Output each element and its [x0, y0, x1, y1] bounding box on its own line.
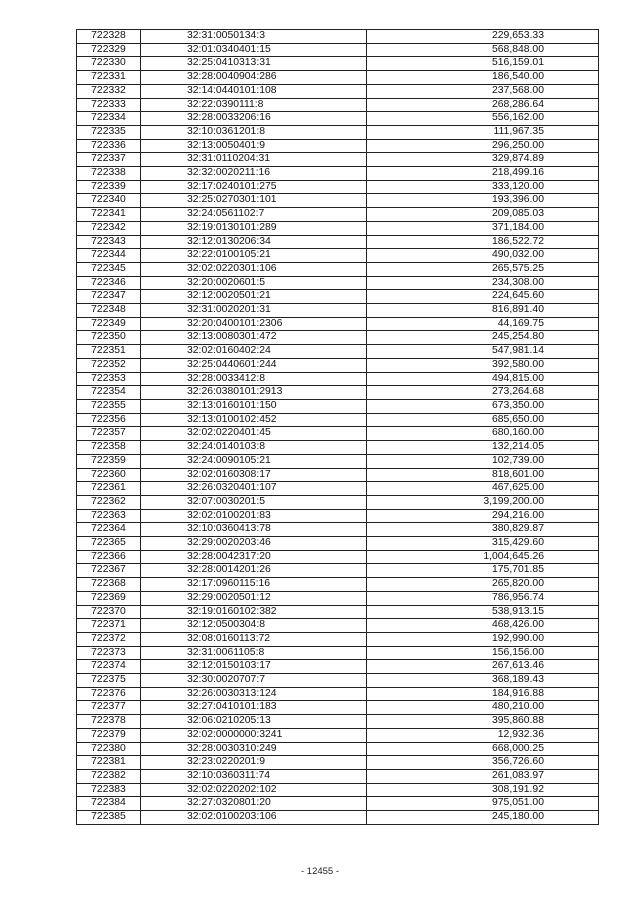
table-row [77, 591, 599, 605]
amount-cell: 308,191.92 [367, 783, 599, 797]
record-id-cell: 722331 [77, 71, 141, 85]
cadastral-number-cell: 32:12:0500304:8 [141, 619, 367, 633]
amount-cell: 245,180.00 [367, 811, 599, 825]
cadastral-number-cell: 32:02:0100201:83 [141, 509, 367, 523]
amount-cell: 494,815.00 [367, 372, 599, 386]
table-row [77, 578, 599, 592]
amount-cell: 268,286.64 [367, 98, 599, 112]
cadastral-number-cell: 32:29:0020501:12 [141, 591, 367, 605]
record-id-cell: 722355 [77, 399, 141, 413]
cadastral-number-cell: 32:31:0020201:31 [141, 304, 367, 318]
table-row [77, 783, 599, 797]
amount-cell: 538,913.15 [367, 605, 599, 619]
table-row [77, 399, 599, 413]
amount-cell: 3,199,200.00 [367, 495, 599, 509]
record-id-cell: 722352 [77, 358, 141, 372]
amount-cell: 44,169.75 [367, 317, 599, 331]
amount-cell: 516,159.01 [367, 57, 599, 71]
record-id-cell: 722338 [77, 167, 141, 181]
record-id-cell: 722361 [77, 482, 141, 496]
cadastral-number-cell: 32:13:0160101:150 [141, 399, 367, 413]
record-id-cell: 722380 [77, 742, 141, 756]
amount-cell: 111,967.35 [367, 125, 599, 139]
amount-cell: 224,645.60 [367, 290, 599, 304]
amount-cell: 380,829.87 [367, 523, 599, 537]
record-id-cell: 722328 [77, 30, 141, 44]
table-row [77, 646, 599, 660]
table-row [77, 605, 599, 619]
cadastral-number-cell: 32:28:0014201:26 [141, 564, 367, 578]
amount-cell: 480,210.00 [367, 701, 599, 715]
table-row [77, 153, 599, 167]
table-row [77, 358, 599, 372]
cadastral-number-cell: 32:31:0061105:8 [141, 646, 367, 660]
cadastral-number-cell: 32:30:0020707:7 [141, 674, 367, 688]
cadastral-number-cell: 32:22:0390111:8 [141, 98, 367, 112]
table-row [77, 71, 599, 85]
table-row [77, 756, 599, 770]
amount-cell: 490,032.00 [367, 249, 599, 263]
cadastral-number-cell: 32:10:0360413:78 [141, 523, 367, 537]
amount-cell: 315,429.60 [367, 537, 599, 551]
record-id-cell: 722376 [77, 687, 141, 701]
record-id-cell: 722367 [77, 564, 141, 578]
record-id-cell: 722379 [77, 728, 141, 742]
amount-cell: 467,625.00 [367, 482, 599, 496]
amount-cell: 356,726.60 [367, 756, 599, 770]
amount-cell: 218,499.16 [367, 167, 599, 181]
table-row [77, 742, 599, 756]
record-id-cell: 722372 [77, 632, 141, 646]
cadastral-number-cell: 32:17:0240101:275 [141, 180, 367, 194]
amount-cell: 186,540.00 [367, 71, 599, 85]
amount-cell: 468,426.00 [367, 619, 599, 633]
record-id-cell: 722336 [77, 139, 141, 153]
table-row [77, 769, 599, 783]
records-table [76, 29, 599, 825]
record-id-cell: 722330 [77, 57, 141, 71]
amount-cell: 184,916.88 [367, 687, 599, 701]
amount-cell: 329,874.89 [367, 153, 599, 167]
table-row [77, 674, 599, 688]
amount-cell: 209,085.03 [367, 208, 599, 222]
table-row [77, 304, 599, 318]
amount-cell: 296,250.00 [367, 139, 599, 153]
record-id-cell: 722368 [77, 578, 141, 592]
amount-cell: 371,184.00 [367, 221, 599, 235]
record-id-cell: 722385 [77, 811, 141, 825]
table-row [77, 468, 599, 482]
amount-cell: 186,522.72 [367, 235, 599, 249]
amount-cell: 685,650.00 [367, 413, 599, 427]
table-row [77, 728, 599, 742]
amount-cell: 568,848.00 [367, 43, 599, 57]
record-id-cell: 722347 [77, 290, 141, 304]
record-id-cell: 722364 [77, 523, 141, 537]
cadastral-number-cell: 32:28:0033206:16 [141, 112, 367, 126]
cadastral-number-cell: 32:02:0220401:45 [141, 427, 367, 441]
table-row [77, 43, 599, 57]
amount-cell: 265,820.00 [367, 578, 599, 592]
record-id-cell: 722365 [77, 537, 141, 551]
table-row [77, 194, 599, 208]
table-row [77, 441, 599, 455]
table-row [77, 797, 599, 811]
record-id-cell: 722351 [77, 345, 141, 359]
amount-cell: 1,004,645.26 [367, 550, 599, 564]
amount-cell: 245,254.80 [367, 331, 599, 345]
cadastral-number-cell: 32:19:0130101:289 [141, 221, 367, 235]
cadastral-number-cell: 32:12:0020501:21 [141, 290, 367, 304]
record-id-cell: 722329 [77, 43, 141, 57]
table-row [77, 331, 599, 345]
amount-cell: 392,580.00 [367, 358, 599, 372]
record-id-cell: 722334 [77, 112, 141, 126]
cadastral-number-cell: 32:24:0090105:21 [141, 454, 367, 468]
record-id-cell: 722343 [77, 235, 141, 249]
cadastral-number-cell: 32:02:0220301:106 [141, 262, 367, 276]
amount-cell: 368,189.43 [367, 674, 599, 688]
record-id-cell: 722340 [77, 194, 141, 208]
cadastral-number-cell: 32:22:0100105:21 [141, 249, 367, 263]
cadastral-number-cell: 32:20:0400101:2306 [141, 317, 367, 331]
cadastral-number-cell: 32:24:0140103:8 [141, 441, 367, 455]
record-id-cell: 722353 [77, 372, 141, 386]
table-row [77, 632, 599, 646]
record-id-cell: 722360 [77, 468, 141, 482]
table-row [77, 125, 599, 139]
record-id-cell: 722370 [77, 605, 141, 619]
table-row [77, 57, 599, 71]
cadastral-number-cell: 32:13:0100102:452 [141, 413, 367, 427]
cadastral-number-cell: 32:14:0440101:108 [141, 84, 367, 98]
record-id-cell: 722356 [77, 413, 141, 427]
record-id-cell: 722337 [77, 153, 141, 167]
record-id-cell: 722350 [77, 331, 141, 345]
amount-cell: 673,350.00 [367, 399, 599, 413]
cadastral-number-cell: 32:23:0220201:9 [141, 756, 367, 770]
record-id-cell: 722342 [77, 221, 141, 235]
record-id-cell: 722344 [77, 249, 141, 263]
amount-cell: 395,860.88 [367, 715, 599, 729]
amount-cell: 680,160.00 [367, 427, 599, 441]
cadastral-number-cell: 32:01:0340401:15 [141, 43, 367, 57]
table-row [77, 386, 599, 400]
amount-cell: 237,568.00 [367, 84, 599, 98]
cadastral-number-cell: 32:28:0040904:286 [141, 71, 367, 85]
cadastral-number-cell: 32:02:0160402:24 [141, 345, 367, 359]
table-row [77, 290, 599, 304]
record-id-cell: 722373 [77, 646, 141, 660]
cadastral-number-cell: 32:12:0130206:34 [141, 235, 367, 249]
record-id-cell: 722374 [77, 660, 141, 674]
record-id-cell: 722377 [77, 701, 141, 715]
cadastral-number-cell: 32:26:0320401:107 [141, 482, 367, 496]
cadastral-number-cell: 32:29:0020203:46 [141, 537, 367, 551]
amount-cell: 156,156.00 [367, 646, 599, 660]
table-row [77, 139, 599, 153]
table-row [77, 317, 599, 331]
table-row [77, 660, 599, 674]
cadastral-number-cell: 32:19:0160102:382 [141, 605, 367, 619]
record-id-cell: 722354 [77, 386, 141, 400]
cadastral-number-cell: 32:06:0210205:13 [141, 715, 367, 729]
table-row [77, 495, 599, 509]
cadastral-number-cell: 32:12:0150103:17 [141, 660, 367, 674]
table-row [77, 84, 599, 98]
page-number: - 12455 - [300, 866, 340, 877]
table-row [77, 523, 599, 537]
cadastral-number-cell: 32:02:0000000:3241 [141, 728, 367, 742]
amount-cell: 234,308.00 [367, 276, 599, 290]
table-row [77, 413, 599, 427]
amount-cell: 175,701.85 [367, 564, 599, 578]
cadastral-number-cell: 32:17:0960115:16 [141, 578, 367, 592]
amount-cell: 267,613.46 [367, 660, 599, 674]
record-id-cell: 722345 [77, 262, 141, 276]
table-row [77, 221, 599, 235]
record-id-cell: 722341 [77, 208, 141, 222]
cadastral-number-cell: 32:25:0440601:244 [141, 358, 367, 372]
record-id-cell: 722362 [77, 495, 141, 509]
record-id-cell: 722348 [77, 304, 141, 318]
amount-cell: 12,932.36 [367, 728, 599, 742]
table-row [77, 454, 599, 468]
table-row [77, 167, 599, 181]
table-row [77, 619, 599, 633]
table-row [77, 564, 599, 578]
table-row [77, 112, 599, 126]
table-row [77, 180, 599, 194]
record-id-cell: 722357 [77, 427, 141, 441]
table-row [77, 537, 599, 551]
table-row [77, 715, 599, 729]
cadastral-number-cell: 32:20:0020601:5 [141, 276, 367, 290]
cadastral-number-cell: 32:08:0160113:72 [141, 632, 367, 646]
table-row [77, 262, 599, 276]
cadastral-number-cell: 32:25:0270301:101 [141, 194, 367, 208]
cadastral-number-cell: 32:13:0050401:9 [141, 139, 367, 153]
table-row [77, 345, 599, 359]
table-row [77, 235, 599, 249]
amount-cell: 547,981.14 [367, 345, 599, 359]
table-row [77, 811, 599, 825]
cadastral-number-cell: 32:10:0360311:74 [141, 769, 367, 783]
cadastral-number-cell: 32:07:0030201:5 [141, 495, 367, 509]
amount-cell: 816,891.40 [367, 304, 599, 318]
amount-cell: 132,214.05 [367, 441, 599, 455]
amount-cell: 193,396.00 [367, 194, 599, 208]
record-id-cell: 722384 [77, 797, 141, 811]
table-row [77, 701, 599, 715]
cadastral-number-cell: 32:27:0410101:183 [141, 701, 367, 715]
record-id-cell: 722366 [77, 550, 141, 564]
record-id-cell: 722375 [77, 674, 141, 688]
cadastral-number-cell: 32:26:0030313:124 [141, 687, 367, 701]
record-id-cell: 722339 [77, 180, 141, 194]
cadastral-number-cell: 32:25:0410313:31 [141, 57, 367, 71]
cadastral-number-cell: 32:10:0361201:8 [141, 125, 367, 139]
record-id-cell: 722359 [77, 454, 141, 468]
record-id-cell: 722335 [77, 125, 141, 139]
table-row [77, 550, 599, 564]
data-table-container [76, 29, 598, 825]
cadastral-number-cell: 32:02:0160308:17 [141, 468, 367, 482]
amount-cell: 668,000.25 [367, 742, 599, 756]
table-row [77, 482, 599, 496]
amount-cell: 294,216.00 [367, 509, 599, 523]
table-row [77, 372, 599, 386]
table-row [77, 208, 599, 222]
record-id-cell: 722333 [77, 98, 141, 112]
amount-cell: 261,083.97 [367, 769, 599, 783]
amount-cell: 975,051.00 [367, 797, 599, 811]
record-id-cell: 722346 [77, 276, 141, 290]
record-id-cell: 722349 [77, 317, 141, 331]
amount-cell: 786,956.74 [367, 591, 599, 605]
amount-cell: 265,575.25 [367, 262, 599, 276]
cadastral-number-cell: 32:13:0080301:472 [141, 331, 367, 345]
amount-cell: 333,120.00 [367, 180, 599, 194]
amount-cell: 556,162.00 [367, 112, 599, 126]
cadastral-number-cell: 32:32:0020211:16 [141, 167, 367, 181]
table-row [77, 276, 599, 290]
cadastral-number-cell: 32:31:0050134:3 [141, 30, 367, 44]
cadastral-number-cell: 32:26:0380101:2913 [141, 386, 367, 400]
table-row [77, 249, 599, 263]
cadastral-number-cell: 32:28:0030310:249 [141, 742, 367, 756]
table-row [77, 427, 599, 441]
table-row [77, 687, 599, 701]
cadastral-number-cell: 32:02:0220202:102 [141, 783, 367, 797]
cadastral-number-cell: 32:28:0033412:8 [141, 372, 367, 386]
cadastral-number-cell: 32:27:0320801:20 [141, 797, 367, 811]
cadastral-number-cell: 32:28:0042317:20 [141, 550, 367, 564]
cadastral-number-cell: 32:31:0110204:31 [141, 153, 367, 167]
record-id-cell: 722363 [77, 509, 141, 523]
record-id-cell: 722382 [77, 769, 141, 783]
amount-cell: 192,990.00 [367, 632, 599, 646]
cadastral-number-cell: 32:02:0100203:106 [141, 811, 367, 825]
amount-cell: 229,653.33 [367, 30, 599, 44]
record-id-cell: 722332 [77, 84, 141, 98]
amount-cell: 102,739.00 [367, 454, 599, 468]
table-row [77, 509, 599, 523]
amount-cell: 818,601.00 [367, 468, 599, 482]
record-id-cell: 722381 [77, 756, 141, 770]
cadastral-number-cell: 32:24:0561102:7 [141, 208, 367, 222]
amount-cell: 273,264.68 [367, 386, 599, 400]
record-id-cell: 722358 [77, 441, 141, 455]
record-id-cell: 722369 [77, 591, 141, 605]
table-row [77, 30, 599, 44]
record-id-cell: 722383 [77, 783, 141, 797]
table-row [77, 98, 599, 112]
records-table-body [77, 30, 599, 825]
record-id-cell: 722378 [77, 715, 141, 729]
record-id-cell: 722371 [77, 619, 141, 633]
